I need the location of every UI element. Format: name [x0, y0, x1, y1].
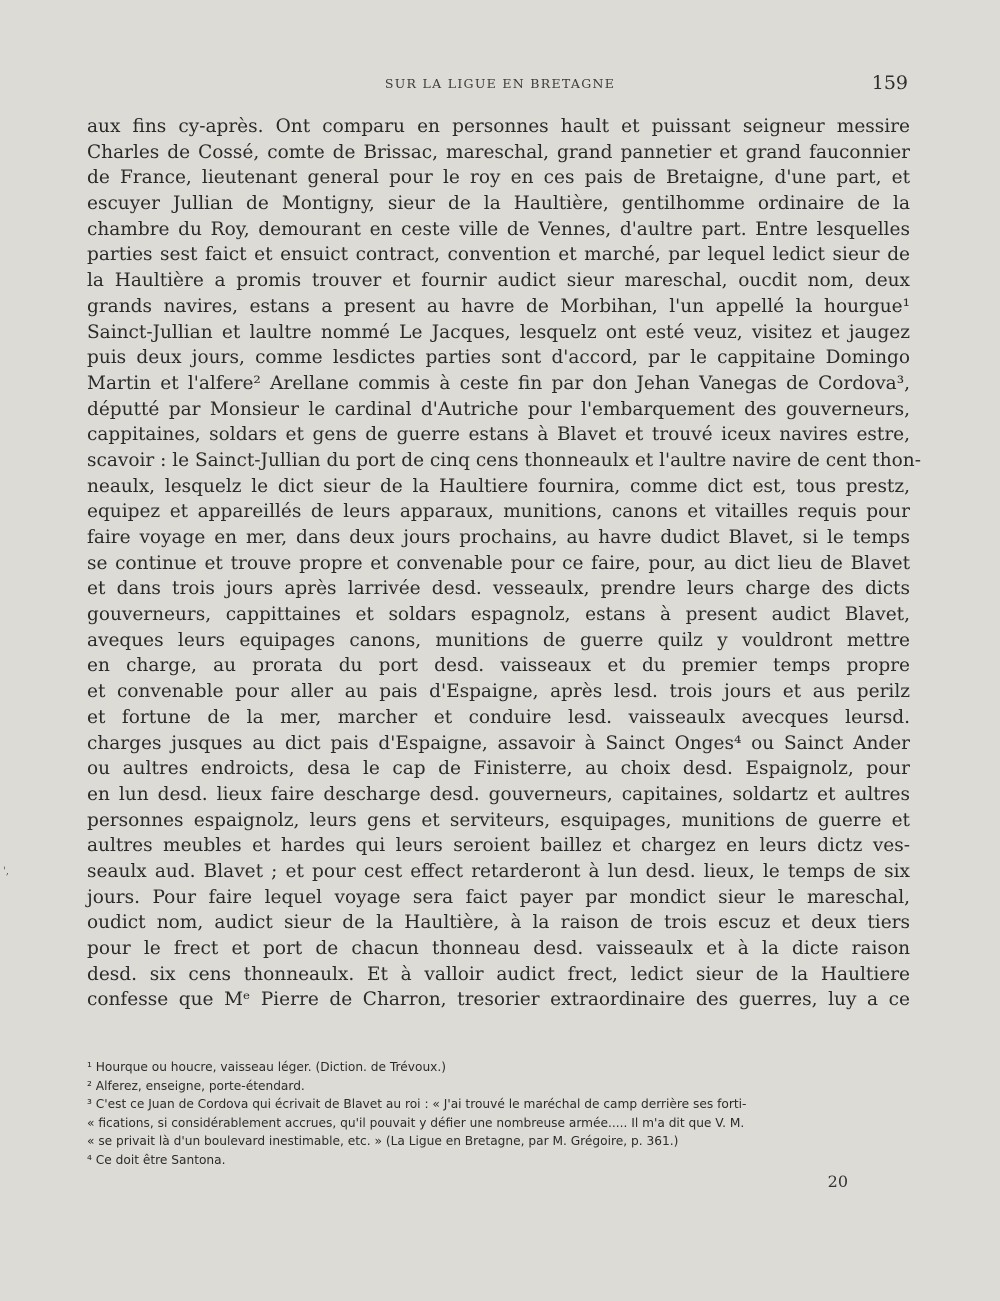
- body-line: pour le frect et port de chacun thonneau desd. vaisseaulx et à la dicte raison: [87, 938, 910, 959]
- body-line: la Haultière a promis trouver et fournir audict sieur mareschal, oucdit nom, deux: [87, 270, 910, 292]
- body-text: [87, 114, 921, 1013]
- footnote: « se privait là d'un boulevard inestimable, etc. » (La Ligue en Bretagne, par M. Grégoire, p. 361.): [87, 1134, 679, 1148]
- body-line: charges jusques au dict pais d'Espaigne, assavoir à Sainct Onges⁴ ou Sainct Ander: [87, 732, 910, 754]
- body-line: scavoir : le Sainct-Jullian du port de cinq cens thonneaulx et l'aultre navire de cent thon-: [87, 449, 921, 471]
- body-line: equipez et appareillés de leurs apparaux, munitions, canons et vitailles requis pour: [87, 501, 910, 523]
- footnote: ³ C'est ce Juan de Cordova qui écrivait de Blavet au roi : « J'ai trouvé le maréchal de camp derrière ses forti-: [87, 1097, 747, 1111]
- margin-mark: ',: [3, 866, 9, 877]
- body-line: oudict nom, audict sieur de la Haultière, à la raison de trois escuz et deux tiers: [87, 912, 910, 934]
- body-line: puis deux jours, comme lesdictes parties sont d'accord, par le cappitaine Domingo: [87, 347, 910, 369]
- body-line: aveques leurs equipages canons, munitions de guerre quilz y vouldront mettre: [87, 629, 910, 651]
- body-line: se continue et trouve propre et convenable pour ce faire, pour, au dict lieu de Blavet: [87, 552, 910, 574]
- body-line: Charles de Cossé, comte de Brissac, mareschal, grand pannetier et grand fauconnier: [87, 141, 910, 163]
- body-line: Sainct-Jullian et laultre nommé Le Jacques, lesquelz ont esté veuz, visitez et jaugez: [87, 321, 910, 343]
- footnote: ⁴ Ce doit être Santona.: [87, 1152, 226, 1167]
- footnote: ² Alferez, enseigne, porte-étendard.: [87, 1078, 305, 1093]
- body-line: et dans trois jours après larrivée desd. vesseaulx, prendre leurs charge des dicts: [87, 578, 910, 600]
- body-line: de France, lieutenant general pour le roy en ces pais de Bretaigne, d'une part, et: [87, 167, 910, 189]
- footnotes: [87, 1058, 910, 1169]
- body-line: escuyer Jullian de Montigny, sieur de la Haultière, gentilhomme ordinaire de la: [87, 193, 910, 215]
- body-line: gouverneurs, cappittaines et soldars espagnolz, estans à present audict Blavet,: [87, 604, 910, 626]
- body-line: personnes espaignolz, leurs gens et serviteurs, esquipages, munitions de guerre et: [87, 809, 910, 831]
- body-line: neaulx, lesquelz le dict sieur de la Haultiere fournira, comme dict est, tous prestz,: [87, 475, 910, 497]
- signature-mark: 20: [827, 1172, 848, 1191]
- footnote: « fications, si considérablement accrues, qu'il pouvait y défier une nombreuse armée..... Il m'a dit que V. M.: [87, 1115, 745, 1130]
- body-line: seaulx aud. Blavet ; et pour cest effect retarderont à lun desd. lieux, le temps de six: [87, 860, 910, 882]
- body-line: desd. six cens thonneaulx. Et à valloir audict frect, ledict sieur de la Haultiere: [87, 963, 910, 985]
- page-number: 159: [871, 72, 908, 94]
- body-line: cappitaines, soldars et gens de guerre estans à Blavet et trouvé iceux navires estre,: [87, 424, 910, 446]
- body-line: en lun desd. lieux faire descharge desd. gouverneurs, capitaines, soldartz et aultres: [87, 783, 910, 805]
- body-line: députté par Monsieur le cardinal d'Autriche pour l'embarquement des gouverneurs,: [87, 398, 910, 420]
- body-line: chambre du Roy, demourant en ceste ville de Vennes, d'aultre part. Entre lesquelles: [87, 218, 910, 240]
- body-line: aultres meubles et hardes qui leurs seroient baillez et chargez en leurs dictz ves-: [87, 835, 910, 857]
- footnote: ¹ Hourque ou houcre, vaisseau léger. (Diction. de Trévoux.): [87, 1060, 447, 1074]
- body-line: faire voyage en mer, dans deux jours prochains, au havre dudict Blavet, si le temps: [87, 527, 910, 548]
- running-head: [0, 72, 1000, 96]
- body-line: en charge, au prorata du port desd. vaisseaux et du premier temps propre: [87, 655, 910, 677]
- body-line: parties sest faict et ensuict contract, convention et marché, par lequel ledict sieur de: [87, 244, 910, 266]
- body-line: aux fins cy-après. Ont comparu en personnes hault et puissant seigneur messire: [87, 116, 910, 137]
- body-line: grands navires, estans a present au havre de Morbihan, l'un appellé la hourgue¹: [87, 295, 910, 317]
- body-line: et fortune de la mer, marcher et conduire lesd. vaisseaulx avecques leursd.: [87, 706, 910, 728]
- body-line: et convenable pour aller au pais d'Espaigne, après lesd. trois jours et aus perilz: [87, 681, 910, 703]
- body-line: jours. Pour faire lequel voyage sera faict payer par mondict sieur le mareschal,: [87, 886, 910, 908]
- body-line: ou aultres endroicts, desa le cap de Finisterre, au choix desd. Espaignolz, pour: [87, 758, 910, 780]
- body-line: confesse que Mᵉ Pierre de Charron, tresorier extraordinaire des guerres, luy a ce: [87, 989, 910, 1011]
- body-line: Martin et l'alfere² Arellane commis à ceste fin par don Jehan Vanegas de Cordova³,: [87, 372, 910, 394]
- running-title: SUR LA LIGUE EN BRETAGNE: [384, 76, 616, 91]
